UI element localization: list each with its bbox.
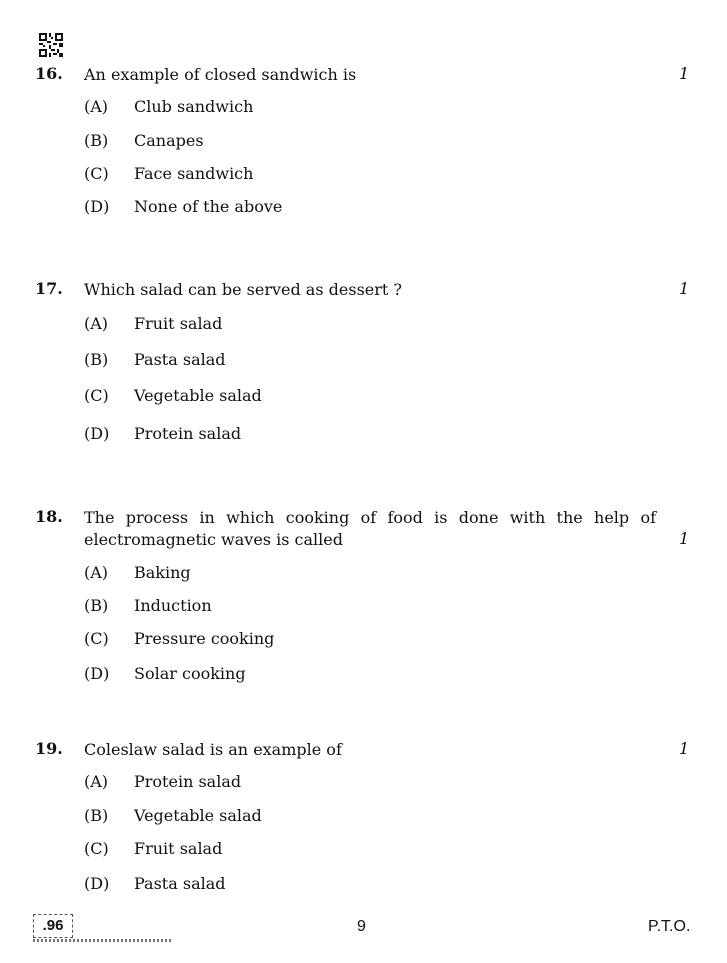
option-text: Protein salad bbox=[134, 424, 242, 443]
option-text: Solar cooking bbox=[134, 664, 246, 683]
page-number: 9 bbox=[357, 918, 366, 935]
option-text: Pasta salad bbox=[134, 874, 226, 893]
option-label: (C) bbox=[84, 164, 109, 183]
question-marks: 1 bbox=[679, 529, 690, 548]
question-marks: 1 bbox=[679, 279, 690, 298]
option-label: (B) bbox=[84, 806, 109, 825]
option-text: Pressure cooking bbox=[134, 629, 275, 648]
question-text: Coleslaw salad is an example of bbox=[84, 740, 342, 759]
option-text: Pasta salad bbox=[134, 350, 226, 369]
option-text: Canapes bbox=[134, 131, 204, 150]
question-number: 17. bbox=[35, 279, 63, 298]
option-text: Club sandwich bbox=[134, 97, 254, 116]
question-number: 19. bbox=[35, 739, 63, 758]
option-label: (B) bbox=[84, 131, 109, 150]
footer-strip bbox=[33, 939, 173, 942]
option-label: (D) bbox=[84, 874, 110, 893]
option-label: (D) bbox=[84, 664, 110, 683]
option-text: None of the above bbox=[134, 197, 283, 216]
question-text: Which salad can be served as dessert ? bbox=[84, 280, 402, 299]
paper-code: .96 bbox=[33, 914, 73, 938]
option-label: (A) bbox=[84, 772, 109, 791]
question-number: 16. bbox=[35, 64, 63, 83]
option-text: Face sandwich bbox=[134, 164, 254, 183]
option-text: Fruit salad bbox=[134, 314, 223, 333]
option-label: (A) bbox=[84, 563, 109, 582]
option-text: Baking bbox=[134, 563, 191, 582]
option-text: Vegetable salad bbox=[134, 806, 262, 825]
option-label: (D) bbox=[84, 424, 110, 443]
option-label: (B) bbox=[84, 596, 109, 615]
option-label: (C) bbox=[84, 629, 109, 648]
qr-code-icon bbox=[39, 33, 63, 57]
question-number: 18. bbox=[35, 507, 63, 526]
option-label: (A) bbox=[84, 314, 109, 333]
option-text: Induction bbox=[134, 596, 212, 615]
pto-label: P.T.O. bbox=[648, 918, 691, 935]
option-label: (C) bbox=[84, 386, 109, 405]
option-label: (D) bbox=[84, 197, 110, 216]
option-text: Fruit salad bbox=[134, 839, 223, 858]
question-text: An example of closed sandwich is bbox=[84, 65, 357, 84]
option-text: Protein salad bbox=[134, 772, 242, 791]
option-label: (C) bbox=[84, 839, 109, 858]
option-label: (A) bbox=[84, 97, 109, 116]
option-label: (B) bbox=[84, 350, 109, 369]
question-marks: 1 bbox=[679, 64, 690, 83]
question-marks: 1 bbox=[679, 739, 690, 758]
option-text: Vegetable salad bbox=[134, 386, 262, 405]
question-text: The process in which cooking of food is done with the help of electromagnetic waves is called bbox=[84, 508, 656, 549]
